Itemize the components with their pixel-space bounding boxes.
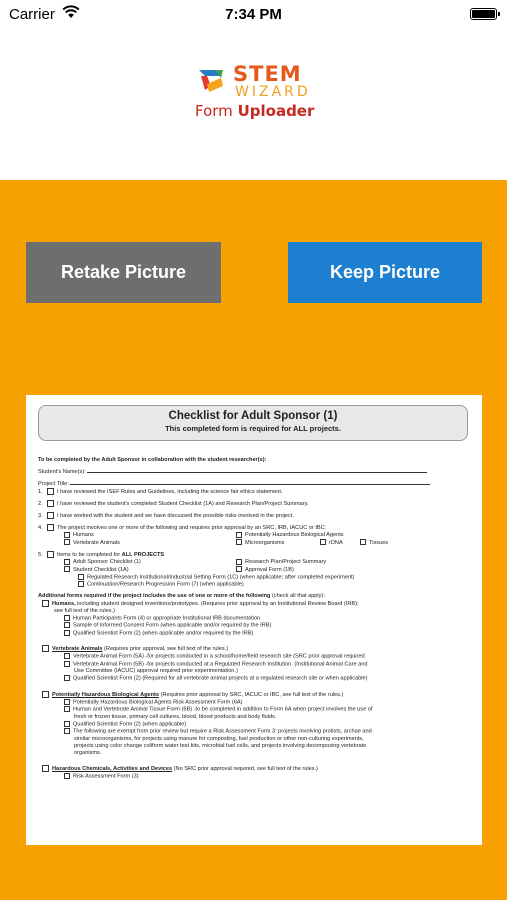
clock: 7:34 PM (225, 6, 282, 23)
app-header (0, 28, 507, 180)
logo-form-word: Form (195, 102, 233, 120)
option-label: Adult Sponsor Checklist (1) (73, 559, 141, 566)
phba-option-4 (38, 728, 470, 735)
heading-text: Additional forms required if the project includes the use of one or more of the following (38, 592, 271, 599)
item-text: The project involves one or more of the following and requires prior approval by an SRC, IRB, IACUC or IBC: (57, 524, 327, 531)
checklist-item-2 (38, 500, 470, 508)
option-label: Humans (73, 532, 94, 539)
option-label: Tissues (369, 539, 389, 546)
keep-picture-button[interactable]: Keep Picture (288, 242, 482, 303)
option-label: The following are exempt from prior review but require a Risk Assessment Form 3: projects involving protists, archae and (73, 728, 372, 735)
carrier-label: Carrier (9, 6, 55, 23)
option-label: Risk Assessment Form (3) (73, 773, 139, 780)
phba-option-2 (38, 706, 470, 713)
checkbox (42, 691, 49, 698)
option-label: Vertebrate Animal Form (5B) -for projects conducted at a Regulated Research Institution. (Institutional Animal Care and (73, 661, 368, 668)
project-title-line (70, 480, 430, 485)
checkbox (78, 574, 84, 580)
humans-option-2 (38, 622, 470, 629)
item4-options-row1 (38, 532, 470, 539)
section-title: Humans, (52, 600, 76, 607)
form-body (38, 457, 470, 780)
stem-wizard-logo (195, 62, 315, 122)
option-label: Microorganisms (245, 539, 285, 546)
project-title-label: Project Title: (38, 481, 69, 487)
students-name-row (38, 468, 470, 476)
checklist-item-5 (38, 551, 470, 559)
biological-agents-section (38, 691, 470, 699)
checkbox (47, 500, 54, 507)
checkbox (64, 721, 70, 727)
vertebrate-option-3 (38, 675, 470, 682)
checkbox (78, 581, 84, 587)
checkbox (64, 773, 70, 779)
option-label: Sample of Informed Consent Form (when applicable and/or required by the IRB) (73, 622, 272, 629)
option-label: Qualified Scientist Form (2) (when applicable) (73, 721, 187, 728)
checkbox (320, 539, 326, 545)
checkbox (64, 539, 70, 545)
option-label-cont: fresh or frozen tissue, primary cell cultures, blood, blood products and body fluids. (74, 713, 277, 720)
item-number: 3. (38, 512, 43, 519)
checkbox (236, 566, 242, 572)
logo-wizard-text: WIZARD (235, 84, 311, 100)
checkbox (64, 532, 70, 538)
checkbox (64, 661, 70, 667)
form-title: Checklist for Adult Sponsor (1) (168, 410, 338, 422)
option-label: Potentially Hazardous Biological Agents (245, 532, 344, 539)
additional-forms-heading (38, 593, 470, 600)
item-text: I have worked with the student and we have discussed the possible risks involved in the project. (57, 512, 294, 519)
item5-options-row3 (38, 574, 470, 581)
phba-option-1 (38, 699, 470, 706)
checklist-item-4 (38, 524, 470, 532)
option-label: Student Checklist (1A) (73, 566, 129, 573)
checkbox (64, 706, 70, 712)
section-title: Hazardous Chemicals, Activities and Devices (52, 765, 173, 772)
section-text: (No SRC prior approval required, see full text of the rules.) (172, 765, 318, 772)
humans-section (38, 600, 470, 608)
checkbox (47, 488, 54, 495)
section-text: (Requires prior approval, see full text of the rules.) (102, 646, 229, 653)
item-text-bold: ALL PROJECTS (121, 551, 165, 558)
option-label: Research Plan/Project Summary (245, 559, 327, 566)
checkbox (64, 622, 70, 628)
checkbox (236, 559, 242, 565)
option-label-cont: similar microorganisms, for projects using manure for composting, fuel production or other non-culturing experiments, (74, 735, 364, 742)
captured-photo (26, 395, 482, 845)
hazardous-section (38, 765, 470, 773)
option-label: Qualified Scientist Form (2) (Required for all vertebrate animal projects at a regulated research site or when applicable) (73, 675, 368, 682)
checkbox (64, 699, 70, 705)
heading-note: (check all that apply): (270, 592, 325, 599)
item-number: 5. (38, 551, 43, 558)
project-title-row (38, 480, 470, 488)
option-label: Vertebrate Animals (73, 539, 120, 546)
section-text: (Requires prior approval by SRC, IACUC or IBC, see full text of the rules.) (159, 691, 344, 698)
option-label-cont: organisms. (74, 749, 102, 756)
item4-options-row2 (38, 539, 470, 546)
option-label: rDNA (329, 539, 343, 546)
checkbox (42, 645, 49, 652)
phba-option-3 (38, 721, 470, 728)
checkbox (64, 566, 70, 572)
logo-stem-text: STEM (233, 62, 302, 86)
checklist-item-1 (38, 488, 470, 496)
option-label: Regulated Research Institutional/Industrial Setting Form (1C) (when applicable; after completed experiment) (87, 574, 355, 581)
option-label: Human and Vertebrate Animal Tissue Form (6B) -to be completed in addition to Form 6A when project involves the use of (73, 706, 373, 713)
option-label-cont: Use Committee (IACUC) approval required prior experimentation.) (74, 668, 238, 675)
status-bar (0, 0, 507, 28)
checkbox (42, 765, 49, 772)
checkbox (360, 539, 366, 545)
option-label: Approval Form (1B) (245, 566, 294, 573)
item5-options-row1 (38, 559, 470, 566)
form-title-box (38, 405, 468, 441)
humans-option-1 (38, 615, 470, 622)
vertebrate-section (38, 645, 470, 653)
section-title: Vertebrate Animals (52, 646, 103, 653)
checkbox (64, 675, 70, 681)
checklist-item-3 (38, 512, 470, 520)
section-title: Potentially Hazardous Biological Agents (52, 691, 160, 698)
section-text-cont: see full text of the rules.) (54, 607, 115, 614)
checkbox (47, 512, 54, 519)
checkbox (64, 615, 70, 621)
item-text: I have reviewed the student's completed Student Checklist (1A) and Research Plan/Project Summary. (57, 500, 309, 507)
logo-mark-icon (195, 64, 227, 96)
students-name-label: Student's Name(s): (38, 469, 86, 475)
item-number: 1. (38, 488, 43, 495)
item-number: 4. (38, 524, 43, 531)
logo-form-uploader-text (195, 102, 314, 120)
item-number: 2. (38, 500, 43, 507)
checkbox (236, 539, 242, 545)
form-subtitle: This completed form is required for ALL projects. (165, 424, 341, 433)
students-name-line (87, 468, 427, 473)
option-label: Vertebrate Animal Form (5A) -for projects conducted in a school/home/field research site (SRC prior approval required (73, 653, 365, 660)
item-text: I have reviewed the ISEF Rules and Guidelines, including the science fair ethics statement. (57, 488, 283, 495)
section-text: including student designed inventions/prototypes. (Requires prior approval by an Institutional Review Board (IRB); (75, 600, 359, 607)
checkbox (64, 630, 70, 636)
preview-area (0, 180, 507, 900)
checkbox (64, 653, 70, 659)
vertebrate-option-2 (38, 661, 470, 668)
form-intro: To be completed by the Adult Sponsor in collaboration with the student researcher(s): (38, 457, 267, 463)
option-label-cont: projects using color change coliform water test kits, microbial fuel cells, and projects involving decomposing vertebrate (74, 742, 367, 749)
checkbox (64, 559, 70, 565)
checkbox (47, 551, 54, 558)
retake-picture-button[interactable]: Retake Picture (26, 242, 221, 303)
checkbox (64, 728, 70, 734)
battery-icon (470, 8, 497, 20)
vertebrate-option-1 (38, 653, 470, 660)
checkbox (42, 600, 49, 607)
option-label: Qualified Scientist Form (2) (when applicable and/or required by the IRB) (73, 630, 254, 637)
checkbox (236, 532, 242, 538)
option-label: Potentially Hazardous Biological Agents Risk Assessment Form (6A) (73, 699, 243, 706)
logo-uploader-word: Uploader (237, 102, 315, 120)
item5-options-row4 (38, 581, 470, 588)
checkbox (47, 524, 54, 531)
option-label: Human Participants Form (4) or appropriate Institutional IRB documentation (73, 615, 261, 622)
hazardous-option-1 (38, 773, 470, 780)
humans-option-3 (38, 630, 470, 637)
option-label: Continuation/Research Progression Form (7) (when applicable) (87, 581, 244, 588)
item-text: Items to be completed for (57, 551, 122, 558)
item5-options-row2 (38, 566, 470, 573)
